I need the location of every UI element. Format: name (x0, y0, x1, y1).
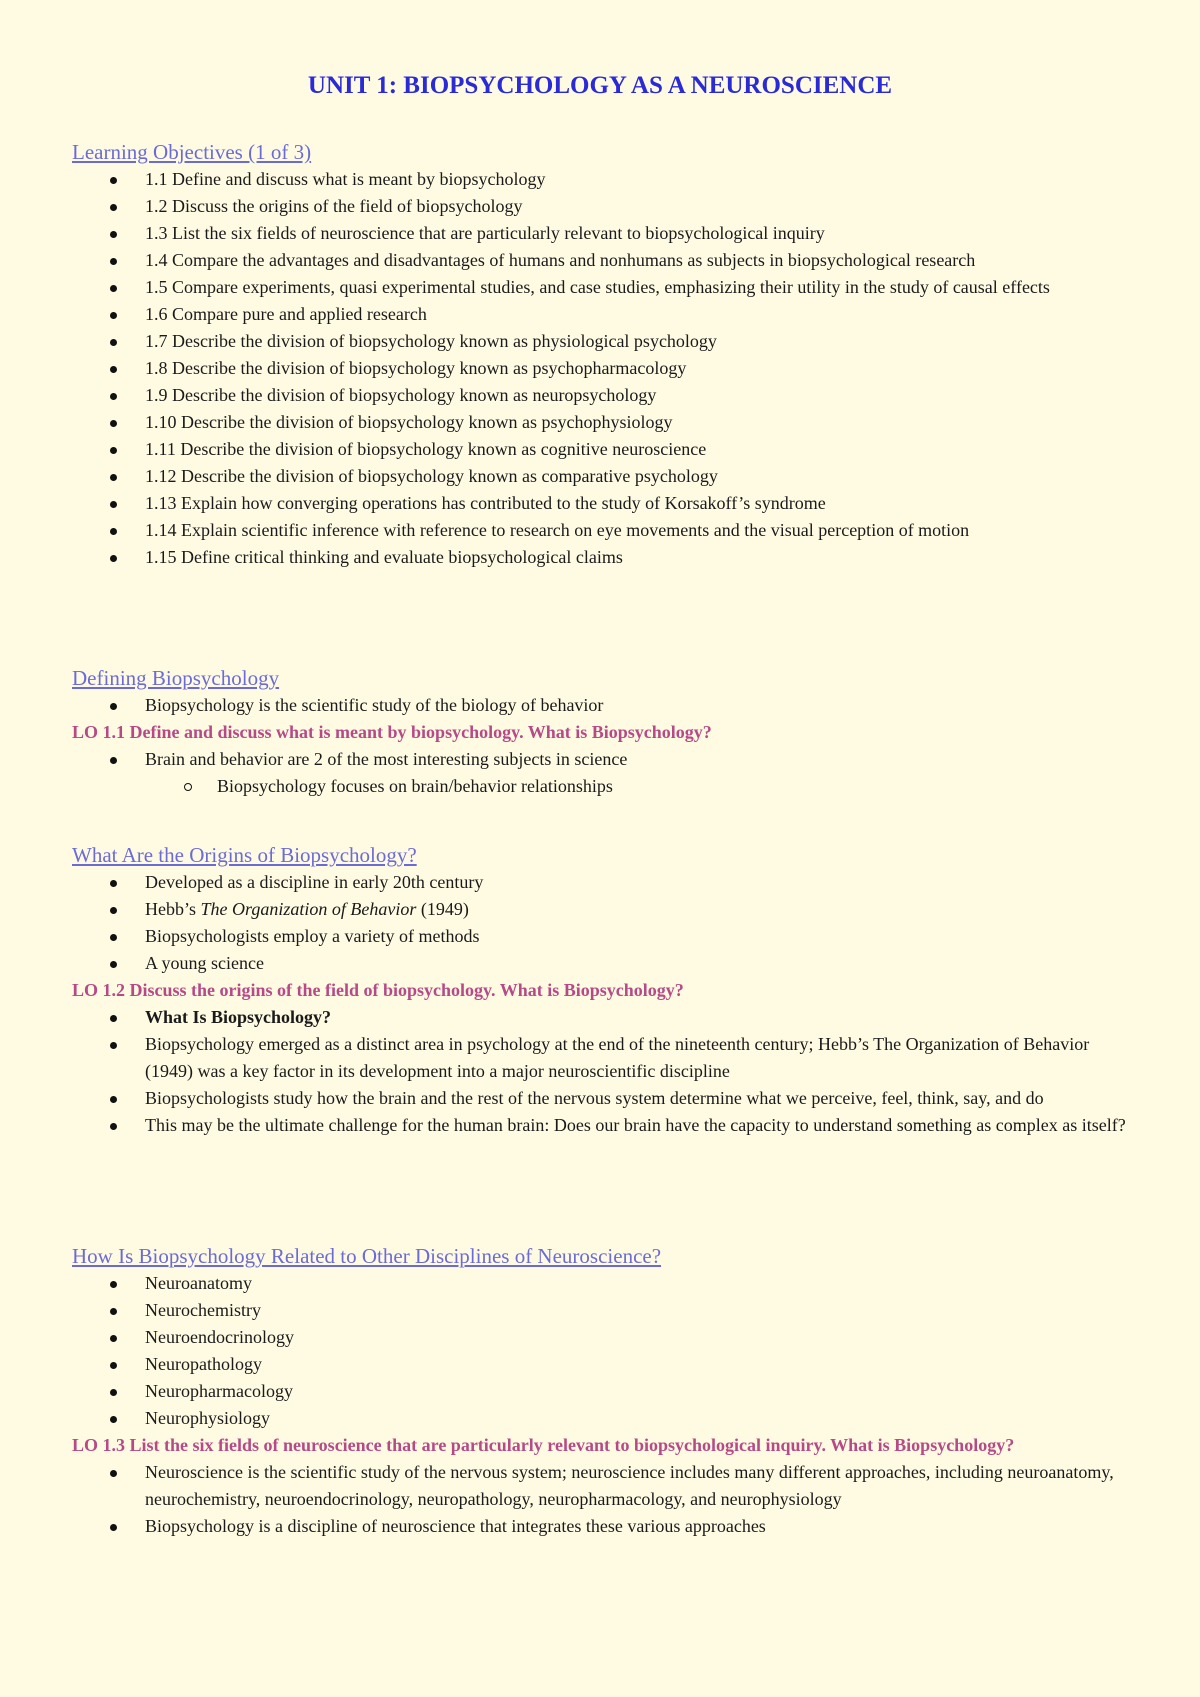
list-item: 1.15 Define critical thinking and evaluate biopsychological claims (72, 544, 1128, 571)
bullet-icon (110, 757, 117, 764)
bullet-icon (110, 1042, 117, 1049)
related-lo-list (72, 1459, 1128, 1540)
list-item: A young science (72, 950, 1128, 977)
bullet-icon (110, 1015, 117, 1022)
section-defining-biopsychology (72, 664, 1128, 800)
bullet-icon (110, 393, 117, 400)
bullet-icon (110, 1362, 117, 1369)
list-item: Brain and behavior are 2 of the most interesting subjects in science (72, 746, 1128, 773)
bullet-icon (110, 1335, 117, 1342)
bullet-icon (110, 258, 117, 265)
bullet-icon (110, 366, 117, 373)
list-item: 1.13 Explain how converging operations has contributed to the study of Korsakoff’s syndrome (72, 490, 1128, 517)
learning-objectives-list (72, 166, 1128, 571)
list-item: 1.1 Define and discuss what is meant by biopsychology (72, 166, 1128, 193)
section-heading-learning-objectives: Learning Objectives (1 of 3) (72, 140, 312, 164)
learning-objective-callout: LO 1.3 List the six fields of neuroscience that are particularly relevant to biopsychological inquiry. What is Biopsychology? (72, 1435, 1015, 1455)
list-item: 1.9 Describe the division of biopsychology known as neuropsychology (72, 382, 1128, 409)
bullet-icon (110, 285, 117, 292)
list-item: Neuropathology (72, 1351, 1128, 1378)
bullet-icon (110, 1389, 117, 1396)
list-item: 1.2 Discuss the origins of the field of biopsychology (72, 193, 1128, 220)
bullet-icon (110, 1470, 117, 1477)
list-item: Biopsychology emerged as a distinct area in psychology at the end of the nineteenth century; Hebb’s The Organization of Behavior (1949) was a key factor in its development into a major neuroscientific discipline (72, 1031, 1128, 1085)
bullet-icon (110, 204, 117, 211)
list-item: Neuroscience is the scientific study of the nervous system; neuroscience includes many different approaches, including neuroanatomy, neurochemistry, neuroendocrinology, neuropathology, neuropharmacology, and neurophysiology (72, 1459, 1128, 1513)
section-origins (72, 841, 1128, 1139)
bullet-icon (110, 1123, 117, 1130)
origins-list (72, 869, 1128, 977)
list-item: 1.10 Describe the division of biopsychology known as psychophysiology (72, 409, 1128, 436)
list-item: Biopsychology is a discipline of neuroscience that integrates these various approaches (72, 1513, 1128, 1540)
section-heading-related: How Is Biopsychology Related to Other Disciplines of Neuroscience? (72, 1244, 662, 1268)
list-item: 1.5 Compare experiments, quasi experimental studies, and case studies, emphasizing their utility in the study of causal effects (72, 274, 1128, 301)
origins-lo-list (72, 1004, 1128, 1139)
list-item: Neuroendocrinology (72, 1324, 1128, 1351)
bullet-icon (110, 934, 117, 941)
list-item: Neurophysiology (72, 1405, 1128, 1432)
bullet-icon (110, 528, 117, 535)
bullet-icon (110, 1524, 117, 1531)
bullet-icon (110, 1096, 117, 1103)
list-item: Hebb’s The Organization of Behavior (1949) (72, 896, 1128, 923)
related-list (72, 1270, 1128, 1432)
bullet-icon (110, 1308, 117, 1315)
list-item: 1.11 Describe the division of biopsychology known as cognitive neuroscience (72, 436, 1128, 463)
bullet-icon (110, 474, 117, 481)
bullet-icon (110, 420, 117, 427)
bullet-icon (110, 339, 117, 346)
document-title: UNIT 1: BIOPSYCHOLOGY AS A NEUROSCIENCE (307, 72, 893, 99)
learning-objective-callout: LO 1.1 Define and discuss what is meant by biopsychology. What is Biopsychology? (72, 722, 712, 742)
bullet-icon (110, 907, 117, 914)
list-item: 1.14 Explain scientific inference with reference to research on eye movements and the visual perception of motion (72, 517, 1128, 544)
bullet-icon (110, 880, 117, 887)
bullet-icon (110, 177, 117, 184)
list-item: Biopsychologists study how the brain and the rest of the nervous system determine what we perceive, feel, think, say, and do (72, 1085, 1128, 1112)
list-item: This may be the ultimate challenge for the human brain: Does our brain have the capacity to understand something as complex as itself? (72, 1112, 1128, 1139)
list-item: Neuropharmacology (72, 1378, 1128, 1405)
bullet-icon (110, 312, 117, 319)
book-title: The Organization of Behavior (200, 899, 417, 919)
list-item: 1.12 Describe the division of biopsychology known as comparative psychology (72, 463, 1128, 490)
list-item: Biopsychologists employ a variety of methods (72, 923, 1128, 950)
list-item: 1.6 Compare pure and applied research (72, 301, 1128, 328)
defining-list (72, 692, 1128, 719)
list-item: 1.3 List the six fields of neuroscience that are particularly relevant to biopsychological inquiry (72, 220, 1128, 247)
bullet-icon (110, 501, 117, 508)
learning-objective-callout: LO 1.2 Discuss the origins of the field of biopsychology. What is Biopsychology? (72, 980, 684, 1000)
bullet-icon (110, 961, 117, 968)
bullet-icon (110, 447, 117, 454)
list-item: Developed as a discipline in early 20th century (72, 869, 1128, 896)
section-related-disciplines (72, 1242, 1128, 1540)
bullet-icon (110, 703, 117, 710)
sub-list-item: Biopsychology focuses on brain/behavior relationships (72, 773, 1128, 800)
section-heading-origins: What Are the Origins of Biopsychology? (72, 843, 417, 867)
defining-lo-list (72, 746, 1128, 800)
list-item: 1.8 Describe the division of biopsychology known as psychopharmacology (72, 355, 1128, 382)
bullet-icon (110, 555, 117, 562)
hollow-bullet-icon (184, 783, 192, 791)
list-item: 1.7 Describe the division of biopsychology known as physiological psychology (72, 328, 1128, 355)
list-item: Neuroanatomy (72, 1270, 1128, 1297)
section-heading-defining: Defining Biopsychology (72, 666, 280, 690)
bullet-icon (110, 1416, 117, 1423)
list-item: What Is Biopsychology? (72, 1004, 1128, 1031)
list-item: 1.4 Compare the advantages and disadvantages of humans and nonhumans as subjects in biopsychological research (72, 247, 1128, 274)
list-item: Neurochemistry (72, 1297, 1128, 1324)
bullet-icon (110, 231, 117, 238)
list-item: Biopsychology is the scientific study of the biology of behavior (72, 692, 1128, 719)
bullet-icon (110, 1281, 117, 1288)
section-learning-objectives (72, 138, 1128, 571)
